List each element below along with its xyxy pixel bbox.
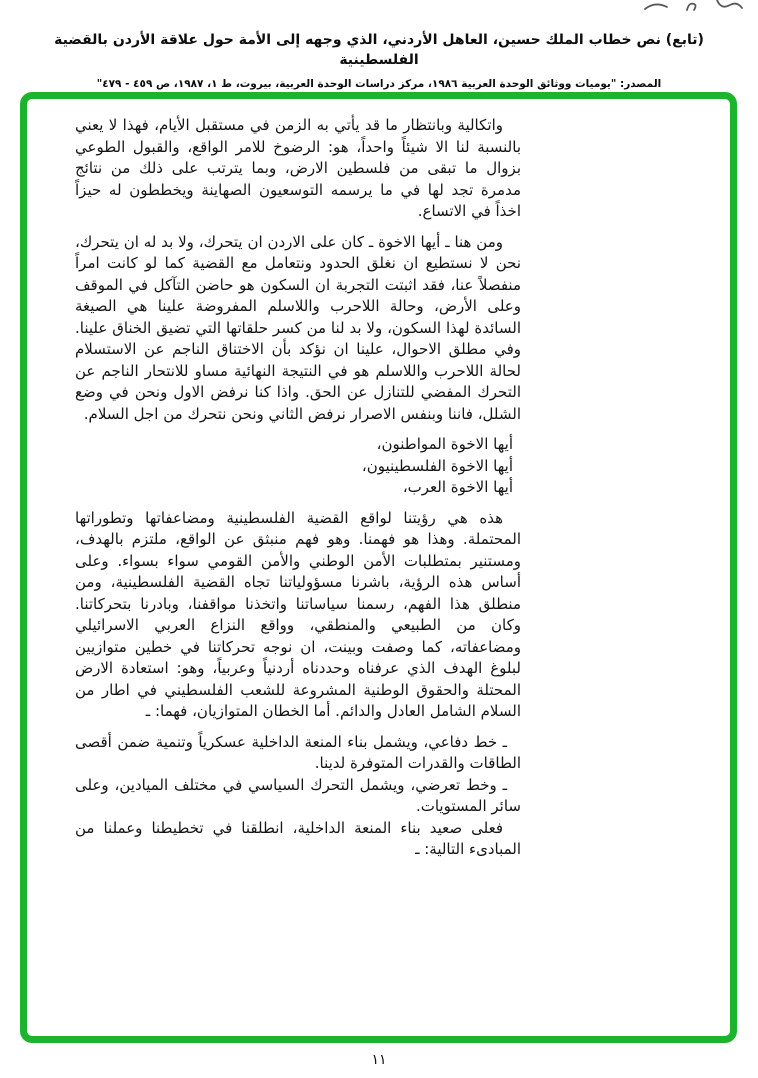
page-number: ١١	[371, 1052, 387, 1068]
vocative-line: أيها الاخوة العرب،	[402, 478, 513, 496]
handwritten-scribble-icon	[643, 0, 748, 16]
list-item: ـ خط دفاعي، ويشمل بناء المنعة الداخلية عسكرياً وتنمية ضمن أقصى الطاقات والقدرات المتوفرة لدينا.	[75, 732, 521, 772]
body-paragraph: واتكالية وبانتظار ما قد يأتي به الزمن في مستقبل الأيام، فهذا لا يعني بالنسبة لنا الا شيئاً واحداً، هو: الرضوخ للامر الواقع، والقبول الطوعي بزوال ما تبقى من فلسطين الارض، وبما يترتب على ذلك من نتائج مدمرة تجد لها في ما يرسمه التوسعيون الصهاينة ويخططون له حيزاً اخذاً في الاتساع.	[75, 116, 521, 220]
speech-text-column	[75, 115, 521, 861]
body-paragraph: فعلى صعيد بناء المنعة الداخلية، انطلقنا في تخطيطنا وعملنا من المبادىء التالية: ـ	[75, 818, 521, 858]
body-paragraph: هذه هي رؤيتنا لواقع القضية الفلسطينية ومضاعفاتها وتطوراتها المحتملة. وهذا هو فهمنا. وهو فهم منبثق عن الواقع، ملتزم بالهدف، ومستنير بمتطلبات الأمن الوطني والأمن القومي سواء بسواء. وعلى أساس هذه الرؤية، باشرنا مسؤولياتنا تجاه القضية الفلسطينية، ومن منطلق هذا الفهم، رسمنا سياساتنا واتخذنا مواقفنا، وبادرنا بتحركاتنا. وكان من الطبيعي والمنطقي، وواقع النزاع العربي الاسرائيلي ومضاعفاته، كما وصفت وبينت، ان نوجه تحركاتنا في خطين متوازيين لبلوغ الهدف الذي عرفناه وحددناه أردنياً وعربياً، وهو: استعادة الارض المحتلة والحقوق الوطنية المشروعة للشعب الفلسطيني في اطار من السلام الشامل العادل والدائم. أما الخطان المتوازيان، فهما: ـ	[75, 508, 521, 720]
document-header	[0, 30, 758, 90]
list-item: ـ وخط تعرضي، ويشمل التحرك السياسي في مختلف الميادين، وعلى سائر المستويات.	[75, 775, 521, 815]
content-frame	[20, 92, 737, 1043]
vocative-line: أيها الاخوة المواطنون،	[376, 435, 513, 453]
vocative-line: أيها الاخوة الفلسطينيون،	[361, 456, 513, 475]
body-paragraph: ومن هنا ـ أيها الاخوة ـ كان على الاردن ان يتحرك، ولا بد له ان يتحرك، نحن لا نستطيع ان نغلق الحدود ونتعامل مع القضية كما لو كانت امراً منفصلاً عنا، فقد اثبتت التجربة ان السكون هو حاضن التآكل في الموقف وعلى الأرض، وحالة اللاحرب واللاسلم المفروضة علينا هي الصيغة السائدة لهذا السكون، ولا بد لنا من كسر حلقاتها التي تضيق الخناق علينا. وفي مطلق الاحوال، علينا ان نؤكد بأن الاختناق الناجم عن الاستسلام لحالة اللاحرب واللاسلم هو في النتيجة النهائية مساو للانتحار الناجم عن التحرك المفضي للتنازل عن الحق. واذا كنا نرفض الاول ونحن في وضع الشلل، فاننا وبنفس الاصرار نرفض الثاني ونحن نتحرك من اجل السلام.	[75, 232, 521, 423]
document-title: (تابع) نص خطاب الملك حسين، العاهل الأردني، الذي وجهه إلى الأمة حول علاقة الأردن بالقضية الفلسطينية	[54, 32, 704, 69]
source-citation: المصدر: "يوميات ووثائق الوحدة العربية ١٩٨٦، مركز دراسات الوحدة العربية، بيروت، ط ١، ١٩٨٧، ص ٤٥٩ - ٤٧٩"	[96, 77, 662, 90]
